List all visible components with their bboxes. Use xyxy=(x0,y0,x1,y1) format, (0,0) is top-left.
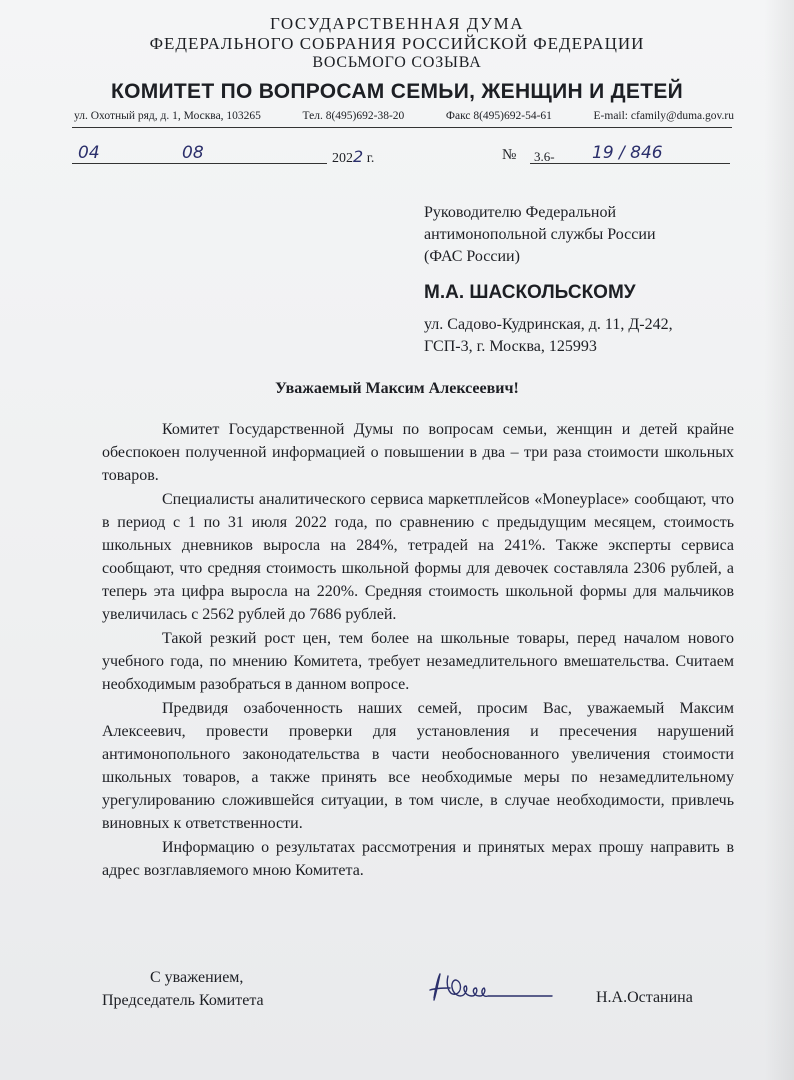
header-federal-assembly: ФЕДЕРАЛЬНОГО СОБРАНИЯ РОССИЙСКОЙ ФЕДЕРАЦИИ xyxy=(149,34,645,53)
letter-body xyxy=(102,418,734,883)
contact-email: E-mail: cfamily@duma.gov.ru xyxy=(593,110,734,122)
header-duma: ГОСУДАРСТВЕННАЯ ДУМА xyxy=(270,14,524,33)
date-year-suffix: г. xyxy=(366,151,375,166)
number-sign: № xyxy=(502,147,517,163)
number-prefix: 3.6- xyxy=(534,149,555,164)
contacts-row xyxy=(74,110,734,122)
contact-tel: Тел. 8(495)692-38-20 xyxy=(302,110,405,122)
header-convocation: ВОСЬМОГО СОЗЫВА xyxy=(312,54,482,71)
body-paragraph: Предвидя озабоченность наших семей, просим Вас, уважаемый Максим Алексеевич, провести проверки для установления и пресечения нарушений антимонопольного законодательства в части необоснованного увеличения стоимости школьных товаров, а также принять все необходимые меры по незамедлительному урегулированию сложившейся ситуации, в том числе, в случае необходимости, привлечь виновных к ответственности. xyxy=(102,700,734,832)
body-paragraph: Комитет Государственной Думы по вопросам семьи, женщин и детей крайне обеспокоен полученной информацией о повышении в два – три раза стоимости школьных товаров. xyxy=(102,421,734,484)
body-paragraph: Такой резкий рост цен, тем более на школьные товары, перед началом нового учебного года, по мнению Комитета, требует незамедлительного вмешательства. Считаем необходимым разобраться в данном вопросе. xyxy=(102,630,734,693)
page-edge-shadow xyxy=(764,0,794,1080)
signature-block xyxy=(102,966,264,1012)
salutation: Уважаемый Максим Алексеевич! xyxy=(275,380,519,397)
header-committee: КОМИТЕТ ПО ВОПРОСАМ СЕМЬИ, ЖЕНЩИН И ДЕТЕЙ xyxy=(110,80,684,103)
addressee-position-line: антимонопольной службы России xyxy=(424,226,656,243)
date-year-hand: 2 xyxy=(353,147,364,166)
signer-title: Председатель Комитета xyxy=(102,992,264,1009)
registration-row xyxy=(72,143,732,169)
date-day: 04 xyxy=(78,143,100,163)
addressee-position xyxy=(424,202,744,268)
body-paragraph: Информацию о результатах рассмотрения и принятых мерах прошу направить в адрес возглавляемого мною Комитета. xyxy=(102,839,734,879)
addressee-name: М.А. ШАСКОЛЬСКОМУ xyxy=(424,282,636,303)
addressee-position-line: (ФАС России) xyxy=(424,248,520,265)
date-underline xyxy=(72,163,327,164)
closing-phrase: С уважением, xyxy=(150,969,244,986)
addressee-address xyxy=(424,314,744,358)
date-month: 08 xyxy=(182,143,204,163)
date-year-prefix: 202 xyxy=(332,151,353,166)
number-handwritten: 19 / 846 xyxy=(592,143,663,163)
signer-name: Н.А.Останина xyxy=(596,989,693,1006)
date-year xyxy=(332,147,374,167)
contact-address: ул. Охотный ряд, д. 1, Москва, 103265 xyxy=(74,110,261,122)
body-paragraph: Специалисты аналитического сервиса маркетплейсов «Moneyplace» сообщают, что в период с 1 по 31 июля 2022 года, по сравнению с предыдущим месяцем, стоимость школьных дневников выросла на 284%, тетрадей на 241%. Также эксперты сервиса сообщают, что средняя стоимость школьной формы для девочек составляла 2306 рублей, а теперь эта цифра выросла на 220%. Средняя стоимость школьной формы для мальчиков увеличилась с 2562 рублей до 7686 рублей. xyxy=(102,491,734,623)
addressee-position-line: Руководителю Федеральной xyxy=(424,204,616,221)
addressee-address-line: ул. Садово-Кудринская, д. 11, Д-242, xyxy=(424,316,673,333)
header-divider xyxy=(72,127,732,128)
addressee-address-line: ГСП-3, г. Москва, 125993 xyxy=(424,338,597,355)
contact-fax: Факс 8(495)692-54-61 xyxy=(445,110,552,122)
handwritten-signature-icon xyxy=(426,966,556,1008)
number-underline xyxy=(530,163,730,164)
